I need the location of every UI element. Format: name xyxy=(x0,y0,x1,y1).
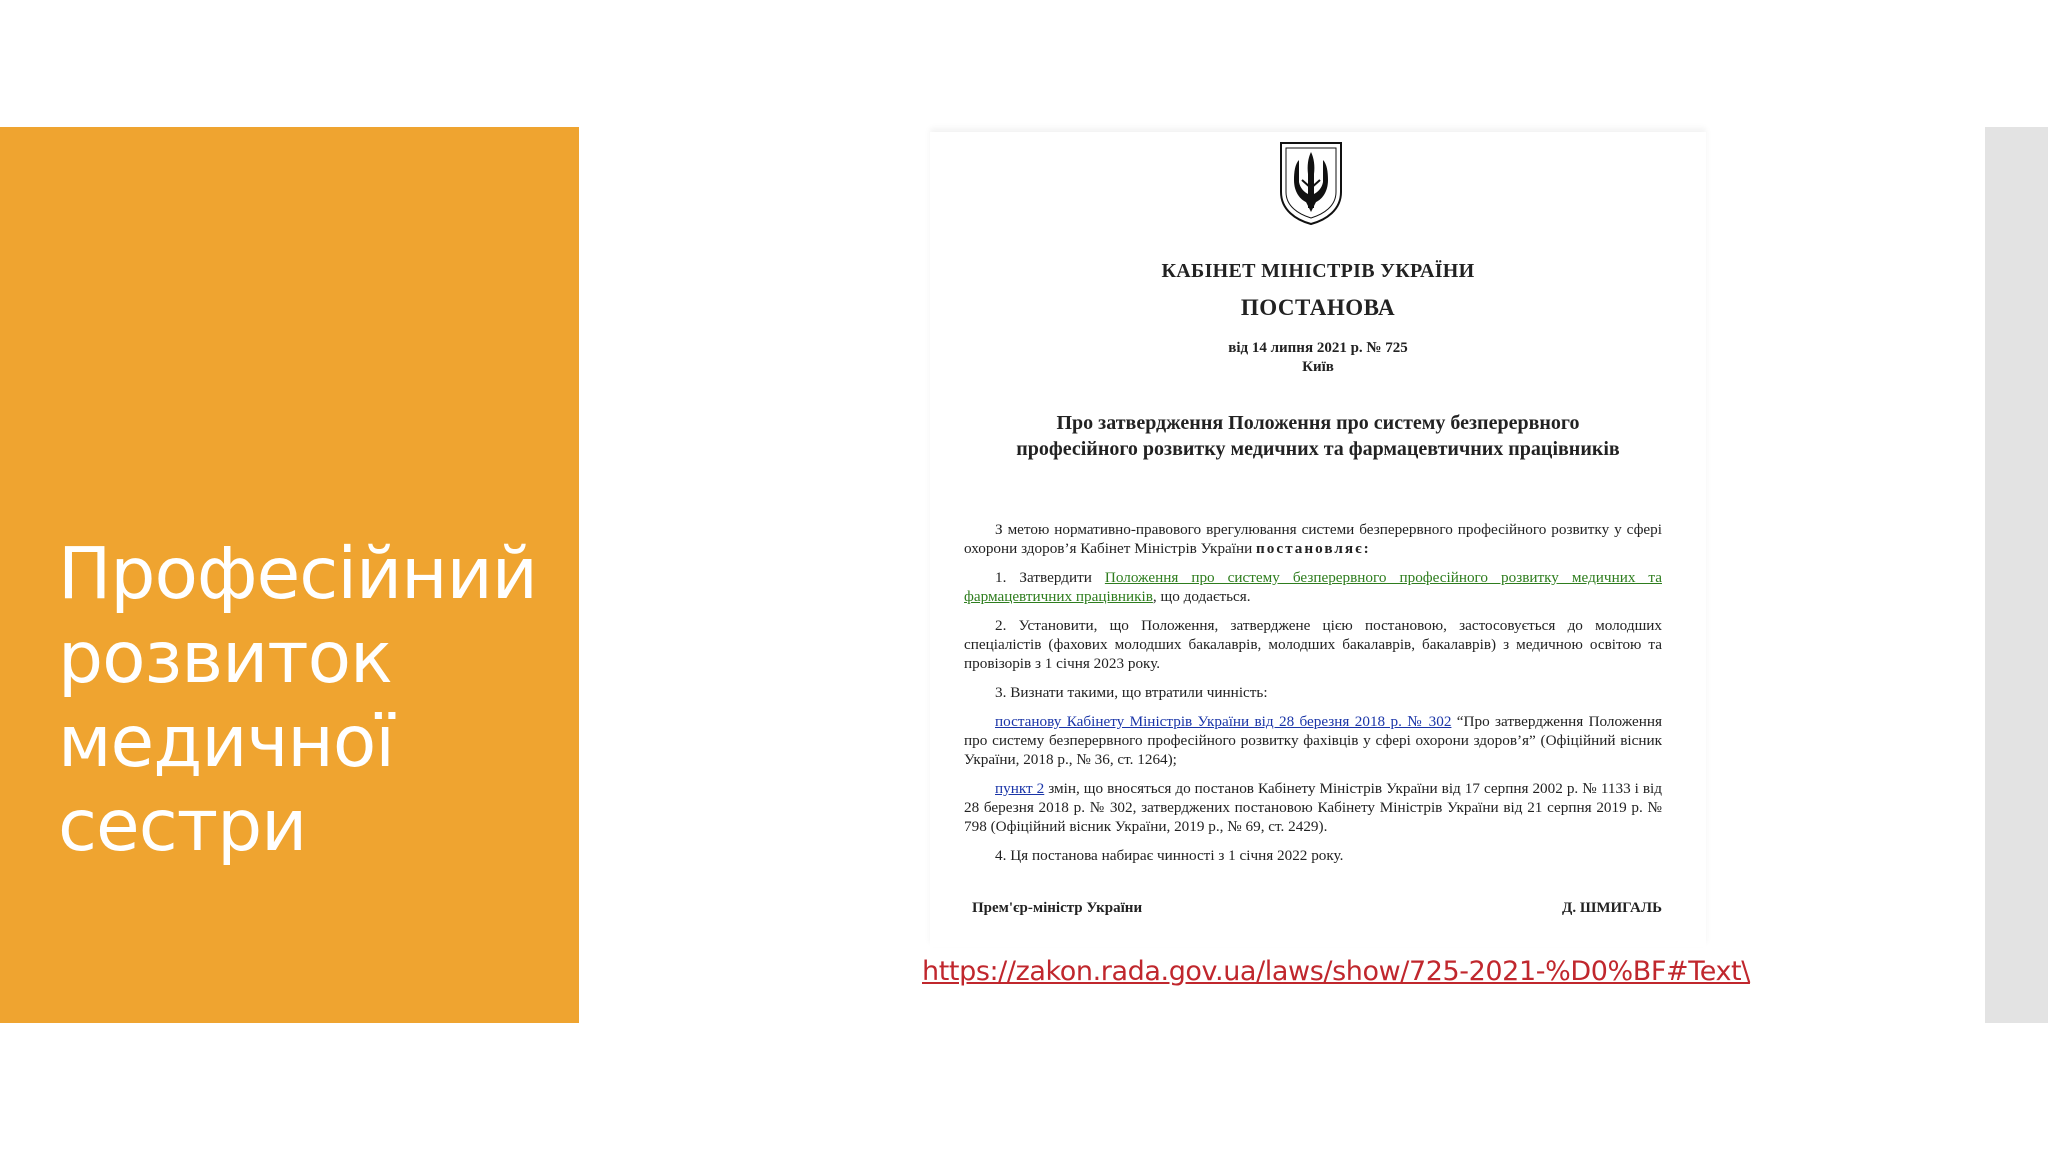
trident-coat-of-arms-icon xyxy=(1278,140,1344,226)
document-screenshot xyxy=(930,132,1706,947)
decides-text: постановляє: xyxy=(1256,540,1371,557)
item-2: 2. Установити, що Положення, затверджене цією постановою, застосовується до молодших спеціалістів (фахових молодших бакалаврів, молодших бакалаврів, бакалаврів) з медичною освітою та провізорів з 1 січня 2023 року. xyxy=(964,617,1662,672)
item-3a xyxy=(964,712,1662,769)
item-3a-text: “Про затвердження Положення про систему безперервного професійного розвитку фахівців у сфері охорони здоров’я” (Офіційний вісник України, 2018 р., № 36, ст. 1264); xyxy=(964,713,1663,768)
slide-title-line: сестри xyxy=(58,784,307,867)
item-1 xyxy=(964,568,1662,606)
resolution-302-link[interactable]: постанову Кабінету Міністрів України від 28 березня 2018 р. № 302 xyxy=(995,713,1452,730)
right-decor-band xyxy=(1985,127,2048,1023)
regulation-link[interactable]: Положення про систему безперервного професійного розвитку медичних та фармацевтичних працівників xyxy=(964,569,1662,605)
source-url-link[interactable]: https://zakon.rada.gov.ua/laws/show/725-2021-%D0%BF#Text\ xyxy=(922,956,1750,987)
item-3: 3. Визнати такими, що втратили чинність: xyxy=(995,684,1268,701)
intro-text: З метою нормативно-правового врегулювання системи безперервного професійного розвитку у сфері охорони здоров’я Кабінет Міністрів України xyxy=(964,521,1662,557)
slide-title xyxy=(58,532,558,868)
document-body xyxy=(964,520,1662,875)
item-3b-text: змін, що вносяться до постанов Кабінету Міністрів України від 17 серпня 2002 р. № 1133 і від 28 березня 2018 р. № 302, затверджених постановою Кабінету Міністрів України від 21 серпня 2019 р. № 798 (Офіційний вісник України, 2019 р., № 69, ст. 2429). xyxy=(964,780,1663,835)
slide-title-line: медичної xyxy=(58,700,395,783)
organization-name: КАБІНЕТ МІНІСТРІВ УКРАЇНИ xyxy=(1161,260,1475,282)
item-4: 4. Ця постанова набирає чинності з 1 січня 2022 року. xyxy=(995,847,1344,864)
document-subject: Про затвердження Положення про систему безперервного професійного розвитку медичних та фармацевтичних працівників xyxy=(1016,412,1620,460)
point-2-link[interactable]: пункт 2 xyxy=(995,780,1045,797)
slide-title-line: Професійний xyxy=(58,532,537,615)
document-type: ПОСТАНОВА xyxy=(1240,295,1396,320)
item-1-prefix: 1. Затвердити xyxy=(995,569,1092,586)
document-date-number: від 14 липня 2021 р. № 725 xyxy=(1228,340,1408,356)
signer-name: Д. ШМИГАЛЬ xyxy=(1562,900,1662,916)
document-city: Київ xyxy=(1302,359,1334,375)
signer-title: Прем'єр-міністр України xyxy=(972,900,1143,916)
item-1-suffix: , що додається. xyxy=(1152,588,1251,605)
title-panel xyxy=(0,127,579,1023)
slide-title-line: розвиток xyxy=(58,616,392,699)
intro-paragraph xyxy=(964,520,1662,558)
item-3b xyxy=(964,779,1662,836)
